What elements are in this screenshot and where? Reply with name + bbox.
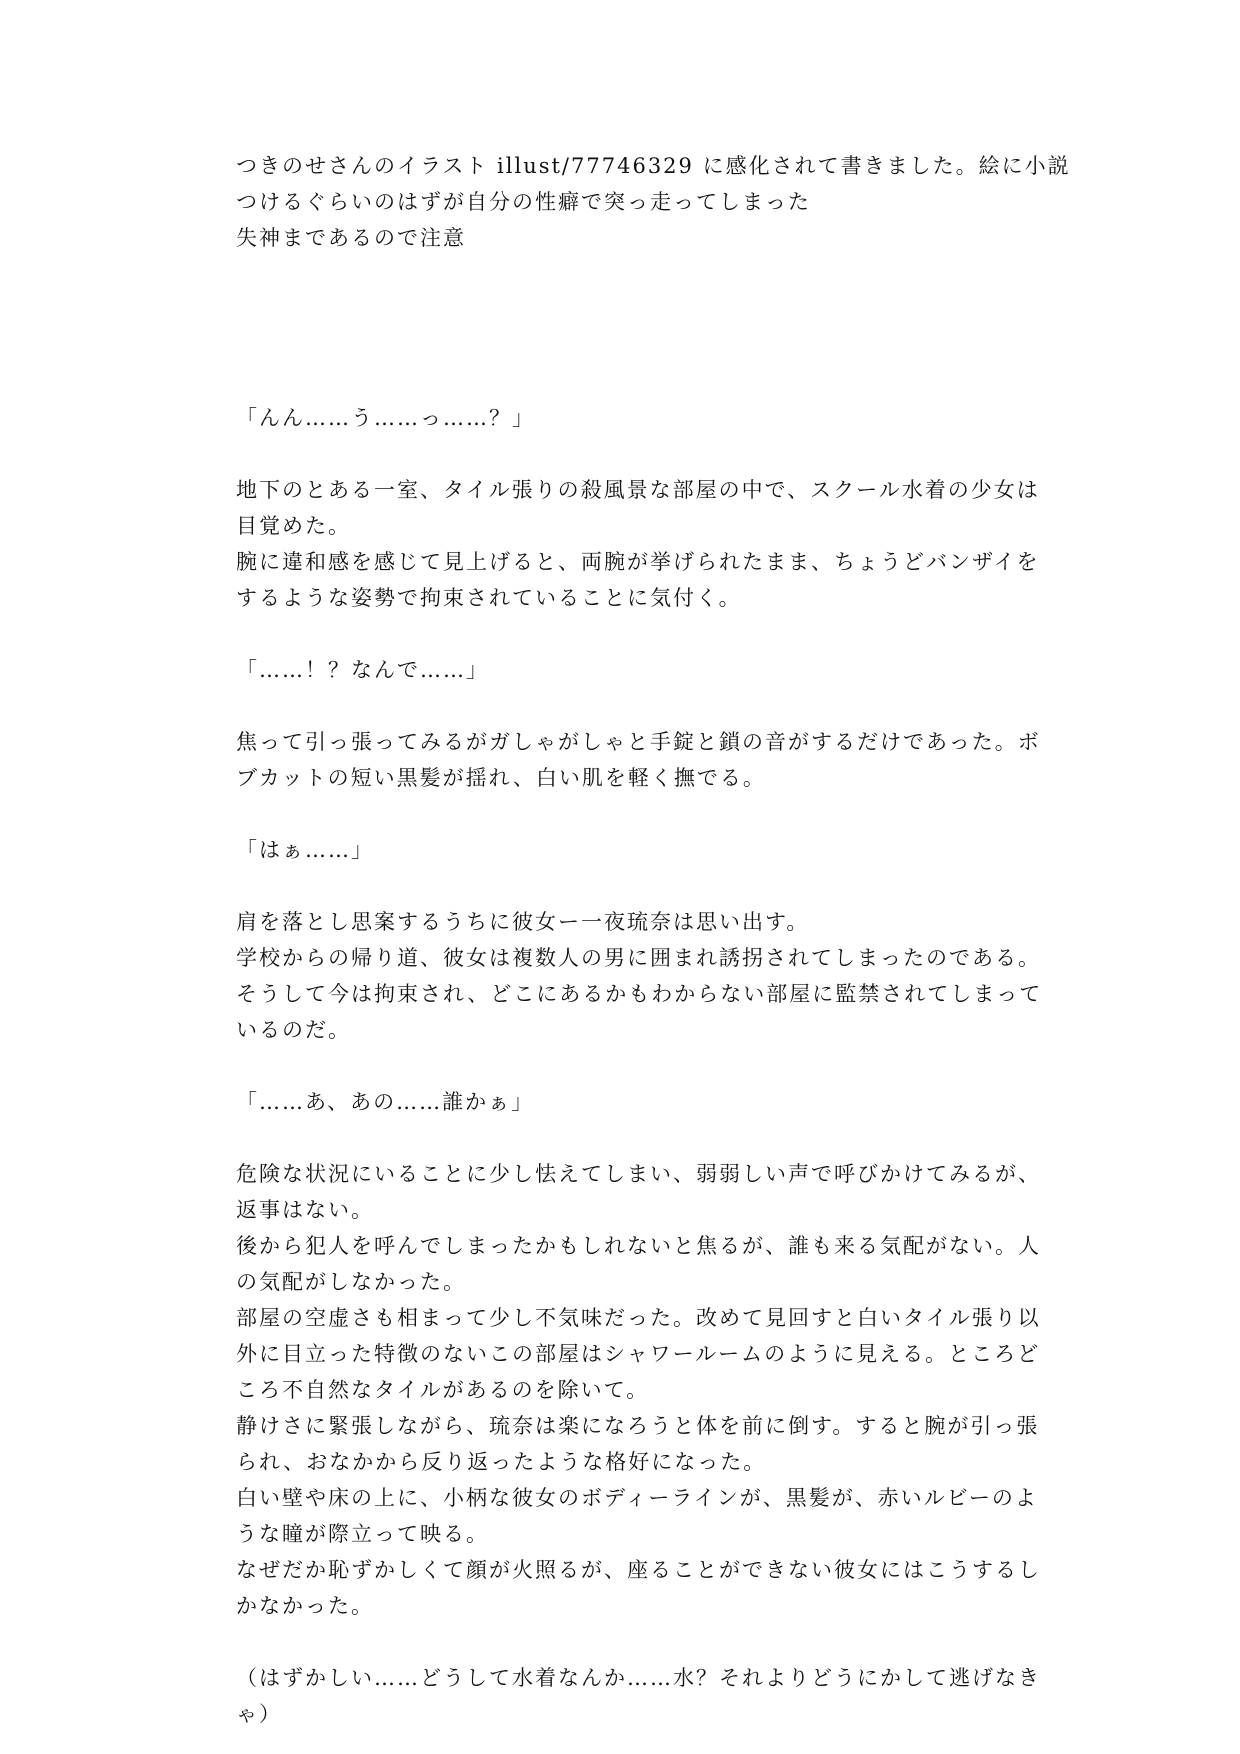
text-line: するような姿勢で拘束されていることに気付く。	[236, 586, 742, 610]
text-line: かなかった。	[236, 1594, 374, 1618]
text-line: つけるぐらいのはずが自分の性癖で突っ走ってしまった	[236, 190, 811, 214]
blank-line	[236, 364, 1016, 400]
text-line: 後から犯人を呼んでしまったかもしれないと焦るが、誰も来る気配がない。人	[236, 1234, 1041, 1258]
text-line: （はずかしい……どうして水着なんか……水？それよりどうにかして逃げなき	[236, 1666, 1041, 1690]
text-line: 「んん……う……っ……？」	[236, 406, 535, 430]
text-line: 腕に違和感を感じて見上げると、両腕が挙げられたまま、ちょうどバンザイを	[236, 550, 1040, 574]
text-line: 部屋の空虚さも相まって少し不気味だった。改めて見回すと白いタイル張り以	[236, 1306, 1041, 1330]
text-line: 危険な状況にいることに少し怯えてしまい、弱弱しい声で呼びかけてみるが、	[236, 1162, 1041, 1186]
text-line: 目覚めた。	[236, 514, 351, 538]
blank-line	[236, 616, 1016, 652]
blank-line	[236, 688, 1016, 724]
text-line: 地下のとある一室、タイル張りの殺風景な部屋の中で、スクール水着の少女は	[236, 478, 1040, 502]
text-line: 焦って引っ張ってみるがガしゃがしゃと手錠と鎖の音がするだけであった。ボ	[236, 730, 1041, 754]
text-line: ブカットの短い黒髪が揺れ、白い肌を軽く撫でる。	[236, 766, 766, 790]
blank-line	[236, 1624, 1016, 1660]
text-line: ゃ）	[236, 1702, 282, 1726]
text-line: 「はぁ……」	[236, 838, 374, 862]
blank-line	[236, 328, 1016, 364]
blank-line	[236, 1120, 1016, 1156]
text-line: 外に目立った特徴のないこの部屋はシャワールームのように見える。ところど	[236, 1342, 1041, 1366]
text-line: 肩を落とし思案するうちに彼女ー一夜琉奈は思い出す。	[236, 910, 810, 934]
text-line: 「……あ、あの……誰かぁ」	[236, 1090, 535, 1114]
text-line: 返事はない。	[236, 1198, 374, 1222]
text-line: 学校からの帰り道、彼女は複数人の男に囲まれ誘拐されてしまったのである。	[236, 946, 1041, 970]
text-line: そうして今は拘束され、どこにあるかもわからない部屋に監禁されてしまって	[236, 982, 1043, 1006]
text-line: つきのせさんのイラスト illust/77746329 に感化されて書きました。絵に小説	[236, 154, 1071, 178]
blank-line	[236, 796, 1016, 832]
text-line: 失神まであるので注意	[236, 226, 466, 250]
blank-line	[236, 292, 1016, 328]
blank-line	[236, 1048, 1016, 1084]
text-line: ころ不自然なタイルがあるのを除いて。	[236, 1378, 650, 1402]
text-line: 静けさに緊張しながら、琉奈は楽になろうと体を前に倒す。すると腕が引っ張	[236, 1414, 1040, 1438]
text-line: 白い壁や床の上に、小柄な彼女のボディーラインが、黒髪が、赤いルビーのよ	[236, 1486, 1038, 1510]
text-line: いるのだ。	[236, 1018, 351, 1042]
document-page	[236, 148, 1071, 1732]
text-line: の気配がしなかった。	[236, 1270, 466, 1294]
text-line: なぜだか恥ずかしくて顔が火照るが、座ることができない彼女にはこうするし	[236, 1558, 1041, 1582]
text-line: うな瞳が際立って映る。	[236, 1522, 489, 1546]
blank-line	[236, 436, 1016, 472]
blank-line	[236, 868, 1016, 904]
text-line: られ、おなかから反り返ったような格好になった。	[236, 1450, 767, 1474]
blank-line	[236, 256, 1016, 292]
text-line: 「……！？なんで……」	[236, 658, 489, 682]
